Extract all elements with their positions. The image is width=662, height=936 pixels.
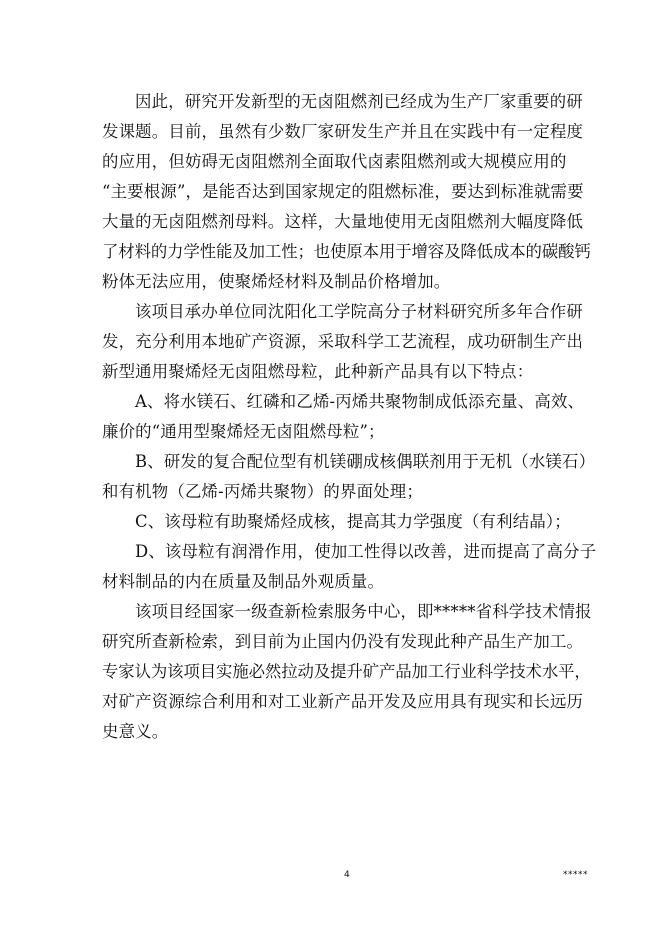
text-line: 该项目承办单位同沈阳化工学院高分子材料研究所多年合作研 — [135, 302, 583, 321]
text-line: A、将水镁石、红磷和乙烯-丙烯共聚物制成低添充量、高效、 — [135, 392, 585, 411]
text-line: 材料制品的内在质量及制品外观质量。 — [102, 572, 385, 591]
text-line: 发，充分利用本地矿产资源，采取科学工艺流程，成功研制生产出 — [102, 332, 584, 351]
footer-mark: ***** — [563, 870, 588, 880]
text-line: 和有机物（乙烯-丙烯共聚物）的界面处理； — [102, 482, 423, 501]
text-line: 因此，研究开发新型的无卤阻燃剂已经成为生产厂家重要的研 — [135, 92, 583, 111]
paragraph-2 — [102, 297, 594, 387]
feature-d — [102, 537, 597, 597]
text-line: “主要根源”，是能否达到国家规定的阻燃标准，要达到标准就需要 — [102, 182, 584, 201]
text-line: 发课题。目前，虽然有少数厂家研发生产并且在实践中有一定程度 — [102, 122, 584, 141]
text-line: 了材料的力学性能及加工性；也使原本用于增容及降低成本的碳酸钙 — [102, 242, 591, 261]
text-line: 粉体无法应用，使聚烯烃材料及制品价格增加。 — [102, 272, 451, 291]
text-line: 对矿产资源综合利用和对工业新产品开发及应用具有现实和长远历 — [102, 692, 584, 711]
text-line: B、研发的复合配位型有机镁硼成核偶联剂用于无机（水镁石） — [135, 452, 596, 471]
text-line: C、该母粒有助聚烯烃成核，提高其力学强度（有利结晶）； — [135, 512, 571, 531]
feature-b — [102, 447, 594, 507]
text-line: 大量的无卤阻燃剂母料。这样，大量地使用无卤阻燃剂大幅度降低 — [102, 212, 584, 231]
text-line: 廉价的“通用型聚烯烃无卤阻燃母粒”； — [102, 422, 385, 441]
paragraph-conclusion — [102, 597, 594, 747]
feature-a — [102, 387, 594, 447]
text-line: 研究所查新检索，到目前为止国内仍没有发现此种产品生产加工。 — [102, 632, 584, 651]
text-line: 该项目经国家一级查新检索服务中心，即*****省科学技术情报 — [135, 602, 592, 621]
text-line: 新型通用聚烯烃无卤阻燃母粒，此种新产品具有以下特点： — [102, 362, 534, 381]
feature-c — [102, 507, 594, 537]
body-text — [102, 87, 597, 747]
text-line: 的应用，但妨碍无卤阻燃剂全面取代卤素阻燃剂或大规模应用的 — [102, 152, 567, 171]
text-line: 专家认为该项目实施必然拉动及提升矿产品加工行业科学技术水平， — [102, 662, 591, 681]
paragraph-1 — [102, 87, 594, 297]
text-line: D、该母粒有润滑作用，使加工性得以改善，进而提高了高分子 — [135, 542, 597, 561]
page-number: 4 — [344, 870, 350, 880]
text-line: 史意义。 — [102, 722, 169, 741]
